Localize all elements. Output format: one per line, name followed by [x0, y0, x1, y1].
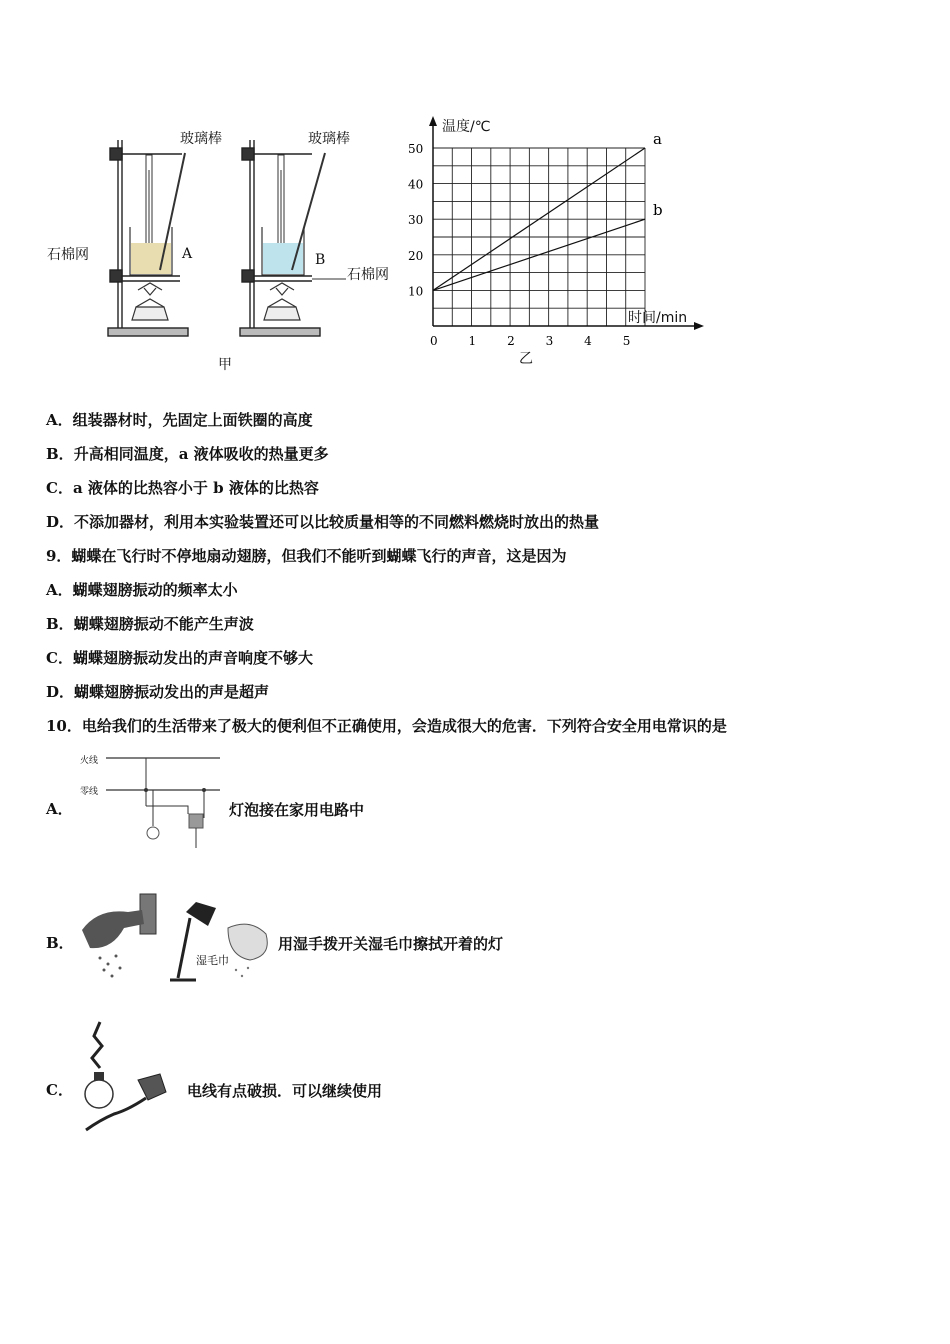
q8-option-c: C．a 液体的比热容小于 b 液体的比热容 [46, 479, 319, 497]
q10-option-c-letter: C． [46, 1081, 73, 1099]
lightbulb-icon [147, 827, 159, 839]
y-tick-label: 50 [408, 142, 424, 156]
q8-option-d: D．不添加器材，利用本实验装置还可以比较质量相等的不同燃料燃烧时放出的热量 [46, 513, 600, 531]
q10-option-a-letter: A． [46, 800, 73, 818]
q9-option-a: A．蝴蝶翅膀振动的频率太小 [46, 581, 238, 599]
glass-rod-label-right: 玻璃棒 [308, 131, 350, 147]
y-tick-label: 40 [408, 177, 424, 192]
q10-option-b-letter: B． [46, 934, 74, 952]
q10-option-b-text: 用湿手拨开关湿毛巾擦拭开着的灯 [278, 935, 504, 953]
q10-stem: 10．电给我们的生活带来了极大的便利但不正确使用，会造成很大的危害．下列符合安全用电常识的是 [46, 717, 727, 735]
damaged-wire-illustration [78, 1018, 178, 1136]
asbestos-label-right: 石棉网 [347, 267, 389, 283]
chart-grid [433, 148, 645, 326]
switch-icon [189, 814, 203, 828]
chart-ylabel: 温度/℃ [442, 119, 491, 135]
y-tick-label: 20 [408, 248, 424, 263]
circuit-diagram [78, 748, 223, 853]
circuit-live-label: 火线 [80, 756, 99, 766]
asbestos-label-left: 石棉网 [47, 247, 89, 263]
beaker-label-b: B [315, 252, 326, 268]
q10-option-c-text: 电线有点破损．可以继续使用 [187, 1082, 383, 1100]
q9-stem: 9．蝴蝶在飞行时不停地扇动翅膀，但我们不能听到蝴蝶飞行的声音，这是因为 [46, 547, 567, 565]
series-label-b: b [653, 201, 663, 220]
figure-jia [40, 115, 400, 380]
beaker-label-a: A [182, 246, 193, 262]
q8-option-a: A．组装器材时，先固定上面铁圈的高度 [46, 411, 313, 429]
x-tick-label: 5 [622, 334, 631, 348]
q9-option-b: B．蝴蝶翅膀振动不能产生声波 [46, 615, 254, 633]
x-tick-label: 3 [545, 334, 554, 348]
x-tick-label: 0 [430, 334, 438, 348]
x-axis-arrow [694, 322, 704, 330]
chart-ticks [408, 142, 630, 348]
y-axis-arrow [429, 116, 437, 126]
x-tick-label: 1 [468, 334, 477, 348]
burner-right [264, 283, 300, 320]
figure-yi-chart [400, 110, 720, 380]
q10-option-a-text: 灯泡接在家用电路中 [229, 801, 365, 819]
chart-xlabel: 时间/min [628, 310, 688, 326]
x-tick-label: 4 [584, 334, 592, 348]
figure-yi-caption: 乙 [519, 351, 533, 367]
wet-towel-label: 湿毛巾 [196, 954, 229, 967]
chart-series [433, 130, 663, 290]
figure-jia-caption: 甲 [218, 357, 232, 373]
glass-rod-label-left: 玻璃棒 [180, 131, 222, 147]
circuit-neutral-label: 零线 [80, 787, 99, 797]
series-label-a: a [653, 130, 662, 148]
q9-option-c: C．蝴蝶翅膀振动发出的声音响度不够大 [46, 649, 313, 667]
q9-option-d: D．蝴蝶翅膀振动发出的声是超声 [46, 683, 270, 701]
y-tick-label: 30 [408, 213, 424, 228]
bulb-icon [85, 1080, 113, 1108]
burner-left [132, 283, 168, 320]
x-tick-label: 2 [507, 334, 515, 348]
y-tick-label: 10 [408, 284, 424, 299]
q8-option-b: B．升高相同温度，a 液体吸收的热量更多 [46, 445, 329, 463]
wet-hand-illustration [78, 890, 278, 985]
